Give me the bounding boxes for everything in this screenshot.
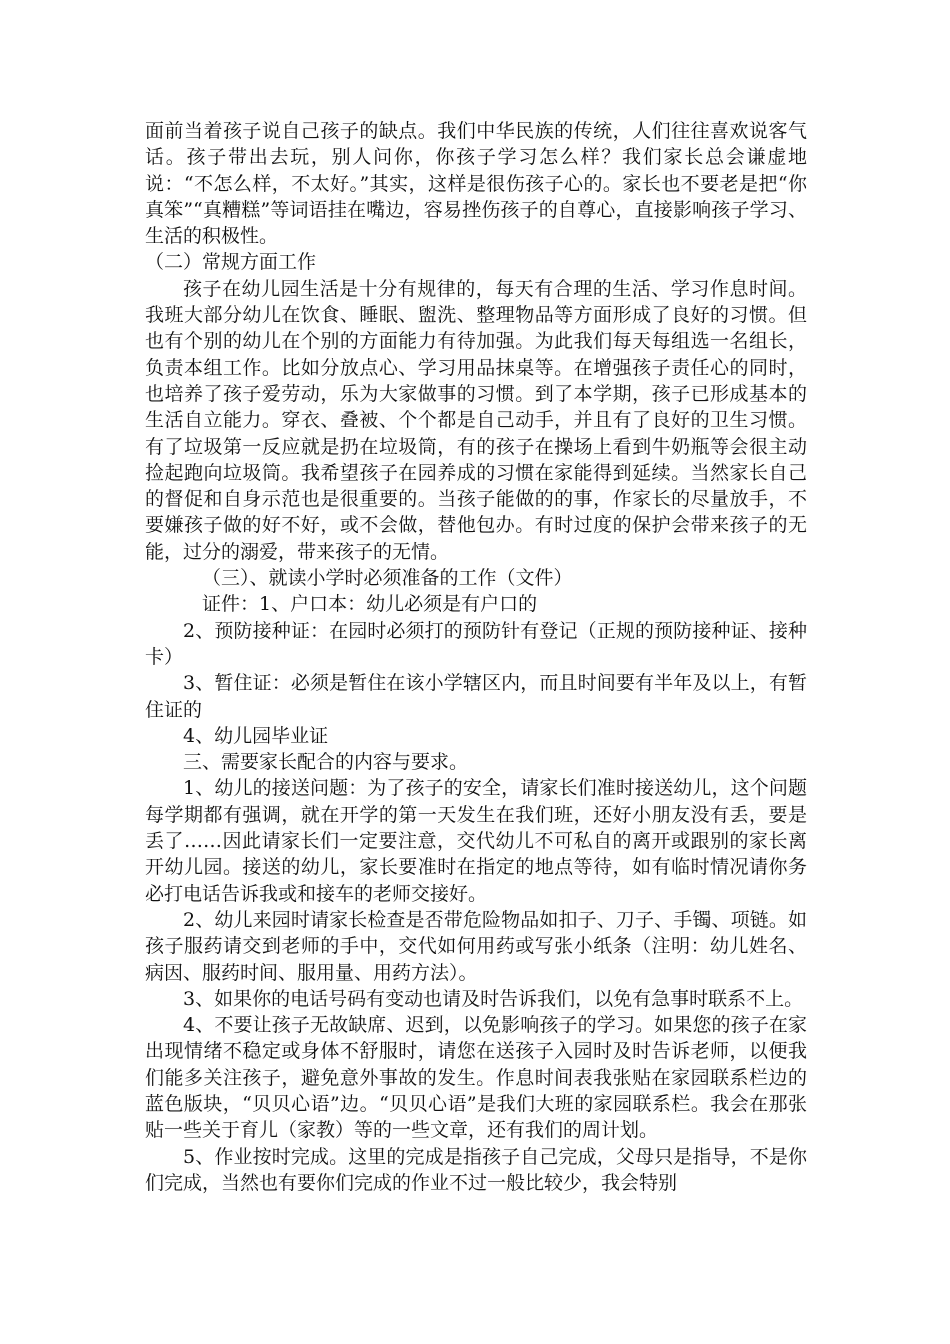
list-item-graduation-certificate: 4、幼儿园毕业证 [183, 724, 329, 747]
list-item-household-register: 证件：1、户口本：幼儿必须是有户口的 [202, 593, 538, 616]
paragraph-self-esteem: 面前当着孩子说自己孩子的缺点。我们中华民族的传统，人们往往喜欢说客气话。孩子带出去玩，别人问你，你孩子学习怎么样？我们家长总会谦虚地说：“不怎么样，不太好。”其实，这样是很伤孩子心的。家长也不要老是把“你真笨”“真糟糕”等词语挂在嘴边，容易挫伤孩子的自尊心，直接影响孩子学习、生活的积极性。 [145, 120, 807, 248]
document-body [145, 118, 807, 1196]
paragraph-routine: 孩子在幼儿园生活是十分有规律的，每天有合理的生活、学习作息时间。我班大部分幼儿在饮食、睡眠、盥洗、整理物品等方面形成了良好的习惯。但也有个别的幼儿在个别的方面能力有待加强。为此我们每天每组选一名组长，负责本组工作。比如分放点心、学习用品抹桌等。在增强孩子责任心的同时，也培养了孩子爱劳动，乐为大家做事的习惯。到了本学期，孩子已形成基本的生活自立能力。穿衣、叠被、个个都是自己动手，并且有了良好的卫生习惯。有了垃圾第一反应就是扔在垃圾筒，有的孩子在操场上看到牛奶瓶等会很主动捡起跑向垃圾筒。我希望孩子在园养成的习惯在家能得到延续。当然家长自己的督促和自身示范也是很重要的。当孩子能做的的事，作家长的尽量放手，不要嫌孩子做的好不好，或不会做，替他包办。有时过度的保护会带来孩子的无能，过分的溺爱，带来孩子的无情。 [145, 277, 807, 563]
list-item-phone-number: 3、如果你的电话号码有变动也请及时告诉我们，以免有急事时联系不上。 [183, 987, 804, 1010]
list-item-pickup: 1、幼儿的接送问题：为了孩子的安全，请家长们准时接送幼儿，这个问题每学期都有强调，就在开学的第一天发生在我们班，还好小朋友没有丢，要是丢了……因此请家长们一定要注意，交代幼儿不可私自的离开或跟别的家长离开幼儿园。接送的幼儿，家长要准时在指定的地点等待，如有临时情况请你务必打电话告诉我或和接车的老师交接好。 [145, 777, 807, 905]
list-item-attendance: 4、不要让孩子无故缺席、迟到，以免影响孩子的学习。如果您的孩子在家出现情绪不稳定或身体不舒服时，请您在送孩子入园时及时告诉老师，以便我们能多关注孩子，避免意外事故的发生。作息时间表我张贴在家园联系栏边的蓝色版块，“贝贝心语”边。“贝贝心语”是我们大班的家园联系栏。我会在那张贴一些关于育儿（家教）等的一些文章，还有我们的周计划。 [145, 1014, 807, 1142]
section-heading-routine: （二）常规方面工作 [145, 251, 317, 274]
list-item-vaccination-certificate: 2、预防接种证：在园时必须打的预防针有登记（正规的预防接种证、接种卡） [145, 619, 807, 668]
section-heading-parent-cooperation: 三、需要家长配合的内容与要求。 [183, 751, 469, 774]
list-item-residence-permit: 3、暂住证：必须是暂住在该小学辖区内，而且时间要有半年及以上，有暂住证的 [145, 672, 807, 721]
section-heading-primary-school-docs: （三）、就读小学时必须准备的工作（文件） [202, 567, 573, 590]
list-item-homework: 5、作业按时完成。这里的完成是指孩子自己完成，父母只是指导，不是你们完成，当然也有要你们完成的作业不过一般比较少，我会特别 [145, 1145, 807, 1194]
list-item-dangerous-items-medicine: 2、幼儿来园时请家长检查是否带危险物品如扣子、刀子、手镯、项链。如孩子服药请交到老师的手中，交代如何用药或写张小纸条（注明：幼儿姓名、病因、服药时间、服用量、用药方法）。 [145, 908, 807, 984]
